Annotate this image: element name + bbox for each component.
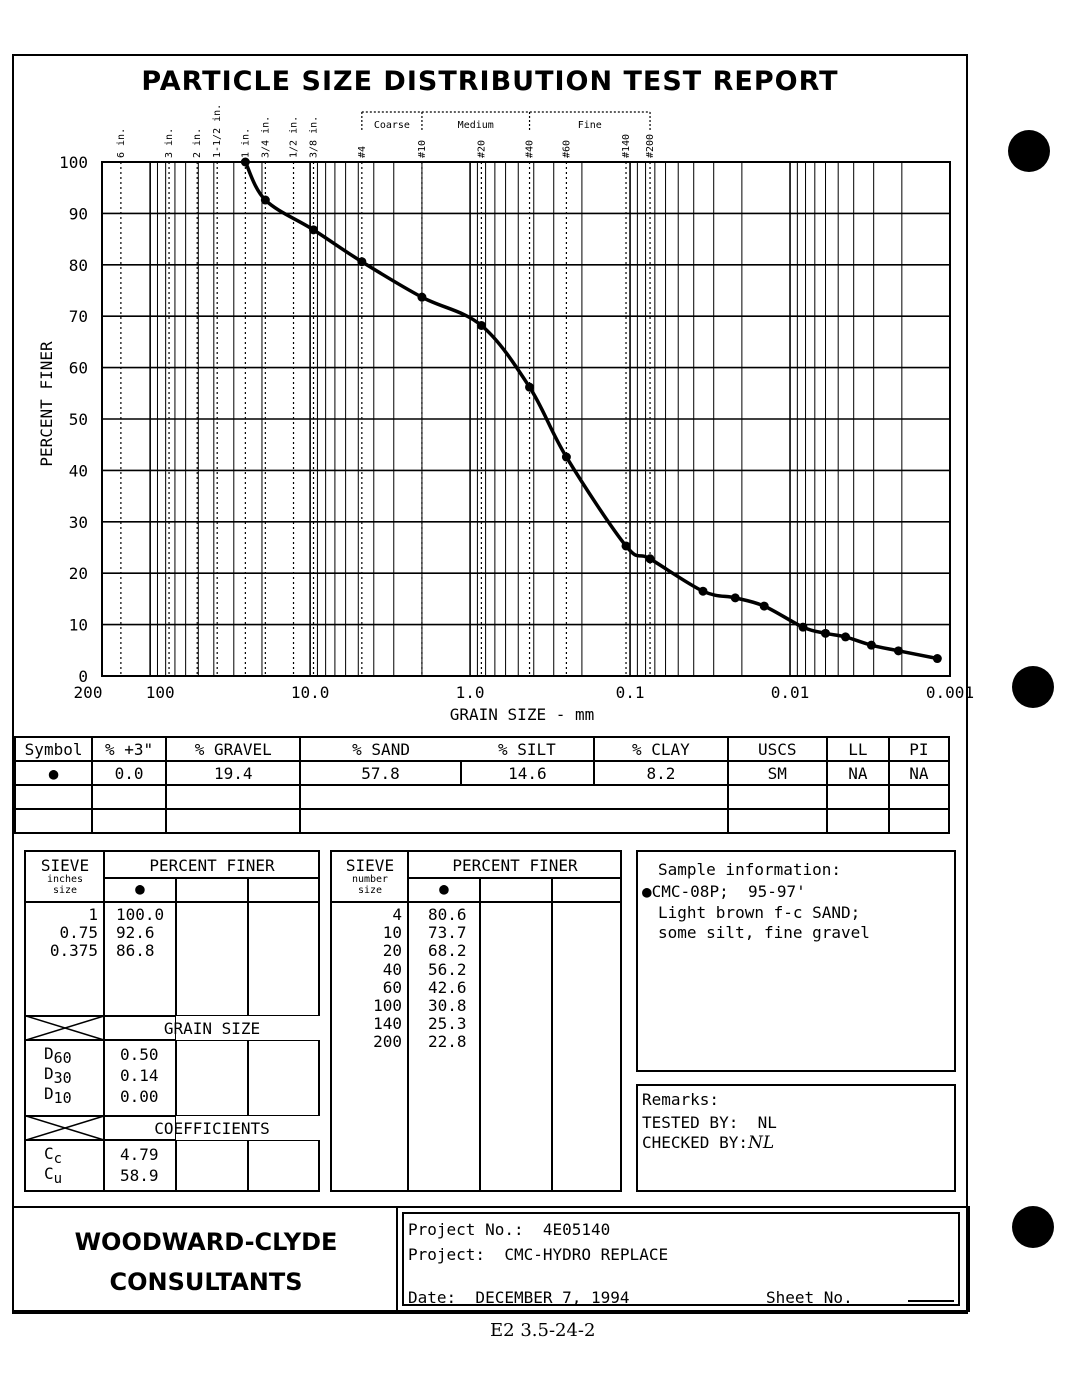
y-axis-label: PERCENT FINER [37,341,56,467]
y-tick-label: 90 [68,204,88,224]
cc-label: $C_c$ [44,1144,63,1168]
sieve-number-table [330,850,622,1192]
x-tick-label: 0.001 [925,683,975,702]
tested-by: TESTED BY: NL [642,1113,777,1132]
data-point [894,646,903,655]
punch-hole [1012,1206,1054,1248]
sand-fraction-label: Fine [577,120,602,131]
sieve-label: #60 [561,139,573,158]
data-point [477,321,486,330]
sample-description: some silt, fine gravel [658,923,870,942]
x-tick-label: 200 [73,683,103,702]
sieve-label: 3/4 in. [260,115,272,158]
coefficients-header: COEFFICIENTS [154,1119,270,1138]
sieve-label: 3 in. [164,127,176,158]
data-point [261,196,270,205]
x-tick-label: 100 [145,683,175,702]
sieve-numbers: 4 10 20 40 60 100 140 200 [373,905,402,1052]
y-tick-label: 80 [68,255,88,275]
summary-empty-row [15,785,949,809]
summary-header-row [15,737,949,761]
sieve-inches-table [24,850,320,1192]
project-block [402,1212,960,1306]
sieve-unit-label: number size [351,874,389,896]
y-tick-label: 30 [68,512,88,532]
x-tick-label: 1.0 [455,683,485,702]
summary-header: % SAND [300,737,460,761]
c-values: 4.79 58.9 [120,1145,159,1185]
data-point [841,632,850,641]
sieve-label: #140 [621,133,633,158]
data-point [867,641,876,650]
summary-cell: 14.6 [461,761,595,785]
summary-header: PI [889,737,949,761]
company-name: WOODWARD-CLYDE [74,1228,338,1256]
summary-table [14,736,950,834]
sieve-header: SIEVE [345,856,395,875]
sieve-label: #200 [645,133,657,158]
data-point [698,587,707,596]
sieve-label: #10 [416,139,428,158]
summary-cell: ● [15,761,92,785]
percent-finer-header: PERCENT FINER [452,856,578,875]
summary-cell: 8.2 [594,761,728,785]
data-point [933,654,942,663]
sieve-label: 1-1/2 in. [212,103,224,158]
data-point [646,554,655,563]
sieve-label: 1 in. [240,127,252,158]
sieve-sizes: 1 0.75 0.375 [49,905,98,960]
x-tick-label: 10.0 [290,683,330,702]
data-point [760,602,769,611]
d60-label: $D_{60}$ [44,1044,72,1068]
cu-label: $C_u$ [44,1164,63,1188]
d10-label: $D_{10}$ [44,1084,72,1108]
sample-id-line: ●CMC-08P; 95-97' [642,882,806,901]
report-title: PARTICLE SIZE DISTRIBUTION TEST REPORT [141,66,839,97]
remarks-box [636,1084,956,1192]
data-point [309,225,318,234]
sieve-unit-label: inches size [46,874,84,896]
summary-header: USCS [728,737,827,761]
d-values: 0.50 0.14 0.00 [120,1045,159,1106]
x-tick-label: 0.01 [770,683,810,702]
y-tick-label: 50 [68,410,88,429]
data-point [731,593,740,602]
sieve-label: 6 in. [115,127,127,158]
sieve-label: #40 [524,139,536,158]
y-tick-label: 60 [68,358,88,378]
symbol: ● [135,879,145,898]
data-point [622,541,631,550]
y-tick-label: 100 [59,153,88,172]
sieve-header: SIEVE [40,856,90,875]
summary-header: % +3" [92,737,166,761]
x-tick-label: 0.1 [615,683,645,702]
page-stamp: E2 3.5-24-2 [490,1320,596,1341]
sand-fraction-label: Coarse [373,120,410,131]
summary-header: % SILT [461,737,595,761]
data-point [562,453,571,462]
signature: NL [747,1133,775,1153]
summary-header: Symbol [15,737,92,761]
sample-description: Light brown f-c SAND; [658,903,861,922]
sieve-label: #4 [356,145,368,158]
gradation-curve [245,162,937,659]
y-tick-label: 0 [78,667,88,686]
summary-cell: 19.4 [166,761,300,785]
sheet-blank [908,1300,954,1302]
project-date: Date: DECEMBER 7, 1994 [408,1288,630,1307]
company-name: CONSULTANTS [109,1268,303,1296]
x-tick-labels [74,683,975,702]
y-tick-labels [59,153,88,686]
sheet-number: Sheet No. [766,1288,853,1307]
summary-header: LL [827,737,889,761]
summary-cell: SM [728,761,827,785]
remarks-heading: Remarks: [642,1090,720,1109]
sieve-label: 3/8 in. [308,115,320,158]
data-point [241,158,250,167]
summary-empty-row [15,809,949,833]
data-point [525,383,534,392]
sample-information-box [636,850,956,1072]
project-name: Project: CMC-HYDRO REPLACE [408,1245,669,1264]
major-gridlines [102,162,950,676]
sand-bracket [362,112,650,132]
data-point [417,293,426,302]
summary-header: % GRAVEL [166,737,300,761]
grain-size-header: GRAIN SIZE [163,1019,261,1038]
data-point [798,623,807,632]
data-point [821,629,830,638]
y-tick-label: 10 [68,615,88,635]
summary-cell: 0.0 [92,761,166,785]
summary-cell: NA [827,761,889,785]
sieve-label: 2 in. [192,127,204,158]
sieve-label: #20 [476,139,488,158]
x-axis-label: GRAIN SIZE - mm [449,705,595,724]
summary-cell: 57.8 [300,761,460,785]
title-block [12,1206,970,1312]
sand-fraction-label: Medium [457,120,494,131]
checked-by: CHECKED BY:NL [642,1133,775,1153]
symbol: ● [439,879,449,898]
percent-finer-values: 100.0 92.6 86.8 [116,905,165,960]
sieve-label: 1/2 in. [288,115,300,158]
summary-cell: NA [889,761,949,785]
y-tick-label: 40 [68,461,88,481]
company-block [14,1208,398,1310]
y-tick-label: 70 [68,307,88,327]
sample-heading: Sample information: [658,860,842,879]
project-number: Project No.: 4E05140 [408,1220,611,1239]
percent-finer-header: PERCENT FINER [149,856,275,875]
data-point [357,257,366,266]
d30-label: $D_{30}$ [44,1064,72,1088]
y-tick-label: 20 [68,564,88,584]
summary-header: % CLAY [594,737,728,761]
summary-data-row [15,761,949,785]
percent-finer-values: 80.6 73.7 68.2 56.2 42.6 30.8 25.3 22.8 [428,905,467,1052]
